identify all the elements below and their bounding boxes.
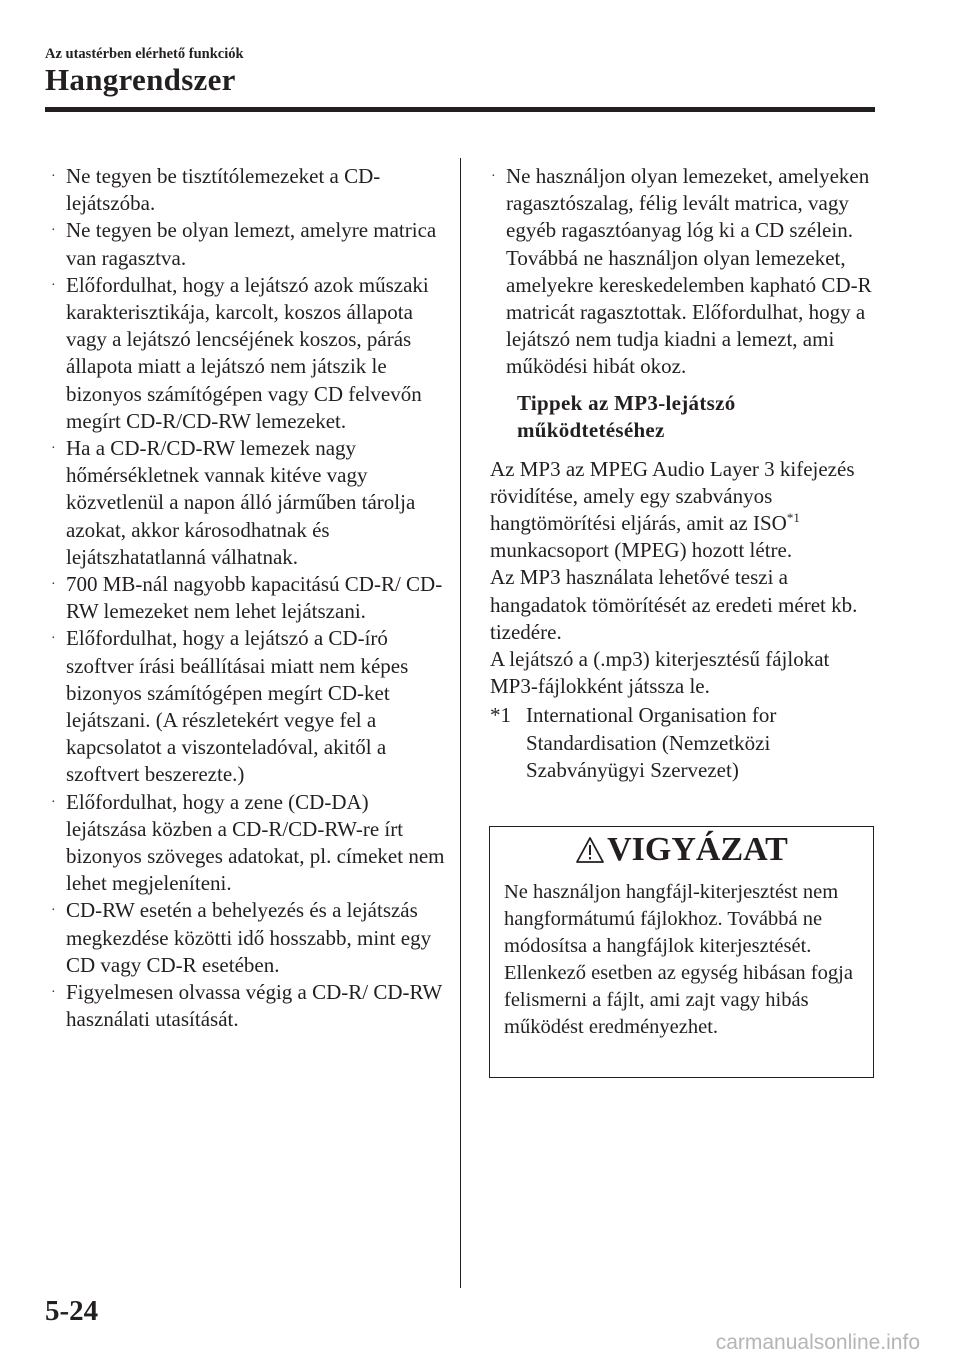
caution-box	[489, 826, 874, 1078]
bullet-icon: ·	[51, 223, 56, 239]
mp3-compression-paragraph: Az MP3 használata lehetővé teszi a hangadatok tömörítését az eredeti méret kb. tizedére.	[490, 565, 858, 644]
list-item: · Ne tegyen be tisztítólemezeket a CD-lejátszóba.	[51, 164, 381, 216]
footnote-ref: *1	[786, 510, 800, 526]
page-number: 5-24	[45, 1295, 99, 1327]
warning-triangle-icon	[575, 836, 605, 864]
mp3-heading-line: működtetéséhez	[517, 417, 665, 442]
list-item: · Ne használjon olyan lemezeket, amelyeken ragasztószalag, félig levált matrica, vagy egyéb ragasztóanyag lóg ki a CD szélein. Továbbá ne használjon olyan lemezeket, amelyekre kereskedelemben kapható CD-R matricát ragasztottak. Előfordulhat, hogy a lejátszó nem tudja kiadni a lemezt, ami működési hibát okoz.	[491, 164, 872, 379]
header-rule	[45, 107, 875, 112]
list-item: · Előfordulhat, hogy a lejátszó a CD-író szoftver írási beállításai miatt nem képes bizonyos számítógépen megírt CD-ket lejátszani. (A részletekért vegye fel a kapcsolatot a viszonteladóval, akitől a szoftvert beszerezte.)	[51, 626, 409, 787]
list-item: · Ha a CD-R/CD-RW lemezek nagy hőmérsékletnek vannak kitéve vagy közvetlenül a napon álló járműben tárolja azokat, akkor károsodhatnak és lejátszhatatlanná válhatnak.	[51, 436, 416, 569]
bullet-icon: ·	[51, 277, 56, 293]
left-column	[50, 163, 445, 1034]
bullet-icon: ·	[51, 985, 56, 1001]
list-item: · Ne tegyen be olyan lemezt, amelyre matrica van ragasztva.	[51, 218, 437, 270]
right-column	[490, 163, 880, 784]
caution-title: VIGYÁZAT	[607, 831, 788, 868]
list-item: · Figyelmesen olvassa végig a CD-R/ CD-RW használati utasítását.	[51, 980, 442, 1032]
section-subtitle: Az utastérben elérhető funkciók	[45, 46, 244, 62]
bullet-icon: ·	[51, 577, 56, 593]
list-item: · 700 MB-nál nagyobb kapacitású CD-R/ CD-RW lemezeket nem lehet lejátszani.	[51, 572, 443, 624]
page-title: Hangrendszer	[45, 62, 236, 97]
watermark: carmanualsonline.info	[715, 1331, 920, 1354]
bullet-icon: ·	[51, 441, 56, 457]
left-bullet-list	[50, 163, 445, 1034]
mp3-intro-paragraph: Az MP3 az MPEG Audio Layer 3 kifejezés rövidítése, amely egy szabványos hangtömörítési eljárás, amit az ISO$^{*1}$ munkacsoport (MPEG) hozott létre.	[490, 456, 855, 563]
column-divider	[460, 158, 461, 1288]
caution-header	[490, 831, 873, 869]
footnote-text: International Organisation for Standardisation (Nemzetközi Szabványügyi Szervezet)	[526, 703, 777, 782]
caution-text: Ne használjon hangfájl-kiterjesztést nem hangformátumú fájlokhoz. Továbbá ne módosítsa a hangfájlok kiterjesztését. Ellenkező esetben az egység hibásan fogja felismerni a fájlt, ami zajt vagy hibás működést eredményezhet.	[504, 881, 853, 1038]
footnote-mark: *1	[490, 703, 511, 728]
list-item: · CD-RW esetén a behelyezés és a lejátszás megkezdése közötti idő hosszabb, mint egy CD vagy CD-R esetében.	[51, 898, 432, 977]
mp3-subheading	[517, 390, 880, 444]
list-item: · Előfordulhat, hogy a lejátszó azok műszaki karakterisztikája, karcolt, koszos állapota vagy a lejátszó lencséjének koszos, párás állapota miatt a lejátszó nem játszik le bizonyos számítógépen vagy CD felvevőn megírt CD-R/CD-RW lemezeket.	[51, 272, 429, 433]
bullet-icon: ·	[51, 631, 56, 647]
bullet-icon: ·	[51, 903, 56, 919]
list-item: · Előfordulhat, hogy a zene (CD-DA) lejátszása közben a CD-R/CD-RW-re írt bizonyos szöveges adatokat, pl. címeket nem lehet megjeleníteni.	[51, 789, 445, 896]
bullet-icon: ·	[491, 169, 496, 184]
mp3-files-paragraph: A lejátszó a (.mp3) kiterjesztésű fájlokat MP3-fájlokként játssza le.	[490, 647, 830, 699]
bullet-icon: ·	[51, 169, 56, 184]
footnote	[490, 702, 880, 784]
mp3-heading-line: Tippek az MP3-lejátszó	[517, 390, 736, 415]
bullet-icon: ·	[51, 794, 56, 810]
right-bullet-list	[490, 163, 880, 381]
